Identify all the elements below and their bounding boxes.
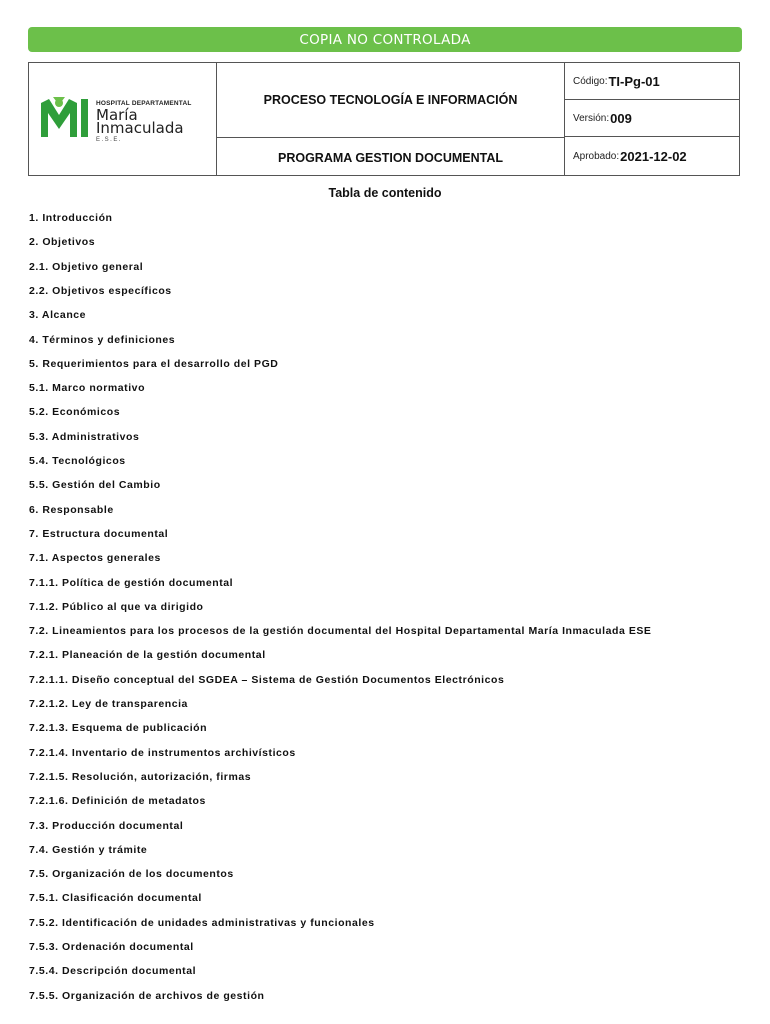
toc-entry[interactable]: 7. Estructura documental xyxy=(29,527,169,540)
toc-entry[interactable]: 2.1. Objetivo general xyxy=(29,260,144,273)
toc-entry[interactable]: 5.1. Marco normativo xyxy=(29,382,146,395)
toc-entry[interactable]: 5.4. Tecnológicos xyxy=(29,455,126,467)
version-label: Versión: xyxy=(573,112,610,124)
toc-entry[interactable]: 4. Términos y definiciones xyxy=(29,333,176,346)
toc-entry[interactable]: 2. Objetivos xyxy=(29,236,96,249)
toc-entry[interactable]: 5.5. Gestión del Cambio xyxy=(29,479,161,492)
toc-entry[interactable]: 7.5.4. Descripción documental xyxy=(29,965,197,978)
logo-line-1: HOSPITAL DEPARTAMENTAL xyxy=(96,100,192,107)
toc-entry[interactable]: 7.2.1.6. Definición de metadatos xyxy=(29,795,206,808)
document-header-table xyxy=(28,62,740,176)
toc-entry[interactable]: 7.2.1.1. Diseño conceptual del SGDEA – Sistema de Gestión Documentos Electrónicos xyxy=(29,673,505,686)
toc-entry[interactable]: 7.5.2. Identificación de unidades administrativas y funcionales xyxy=(29,916,375,929)
codigo-value: TI-Pg-01 xyxy=(608,73,660,89)
toc-entry[interactable]: 7.2.1.5. Resolución, autorización, firmas xyxy=(29,770,252,783)
toc-entry[interactable]: 7.1. Aspectos generales xyxy=(29,552,161,565)
logo-cell xyxy=(29,63,217,175)
toc-entry[interactable]: 7.5.5. Organización de archivos de gestión xyxy=(29,989,265,1002)
logo-line-3: Inmaculada xyxy=(96,119,184,137)
hospital-logo xyxy=(39,93,209,141)
meta-cell xyxy=(565,63,739,175)
toc-entry[interactable]: 1. Introducción xyxy=(29,212,113,224)
toc-entry[interactable]: 7.1.1. Política de gestión documental xyxy=(29,576,234,589)
copia-no-controlada-banner: COPIA NO CONTROLADA xyxy=(28,27,742,52)
aprobado-label: Aprobado: xyxy=(573,150,620,162)
toc-entry[interactable]: 5.3. Administrativos xyxy=(29,430,140,443)
toc-entry[interactable]: 2.2. Objetivos específicos xyxy=(29,284,172,297)
process-title: PROCESO TECNOLOGÍA E INFORMACIÓN xyxy=(263,93,518,107)
logo-line-2: María xyxy=(96,106,138,124)
logo-line-4: E.S.E. xyxy=(96,137,123,141)
title-divider xyxy=(217,137,564,138)
title-cell xyxy=(217,63,565,175)
toc-entry[interactable]: 7.2.1. Planeación de la gestión documental xyxy=(29,649,266,662)
toc-entry[interactable]: 7.5. Organización de los documentos xyxy=(29,868,234,881)
aprobado-row xyxy=(565,137,739,175)
mi-monogram-icon xyxy=(41,97,88,137)
toc-entry[interactable]: 5.2. Económicos xyxy=(29,406,121,419)
toc-entry[interactable]: 7.2.1.4. Inventario de instrumentos archivísticos xyxy=(29,746,296,759)
toc-entry[interactable]: 7.3. Producción documental xyxy=(29,819,184,832)
codigo-label: Código: xyxy=(573,75,608,87)
toc-entry[interactable]: 7.2.1.3. Esquema de publicación xyxy=(29,722,208,735)
codigo-row xyxy=(565,63,739,100)
toc-entry[interactable]: 6. Responsable xyxy=(29,503,114,516)
toc-entry[interactable]: 7.5.3. Ordenación documental xyxy=(29,941,194,953)
toc-entry[interactable]: 5. Requerimientos para el desarrollo del PGD xyxy=(29,357,279,370)
version-value: 009 xyxy=(610,110,632,126)
aprobado-value: 2021-12-02 xyxy=(620,148,687,164)
toc-entry[interactable]: 7.2. Lineamientos para los procesos de la gestión documental del Hospital Departamental María Inmaculada ESE xyxy=(29,625,652,638)
version-row xyxy=(565,100,739,137)
toc-entry[interactable]: 7.4. Gestión y trámite xyxy=(29,843,148,856)
toc-title: Tabla de contenido xyxy=(328,186,442,200)
toc-entry[interactable]: 7.1.2. Público al que va dirigido xyxy=(29,600,204,613)
toc-entry[interactable]: 3. Alcance xyxy=(29,309,87,322)
toc-entry[interactable]: 7.5.1. Clasificación documental xyxy=(29,892,202,905)
program-title: PROGRAMA GESTION DOCUMENTAL xyxy=(278,151,503,165)
toc-entry[interactable]: 7.2.1.2. Ley de transparencia xyxy=(29,698,188,710)
